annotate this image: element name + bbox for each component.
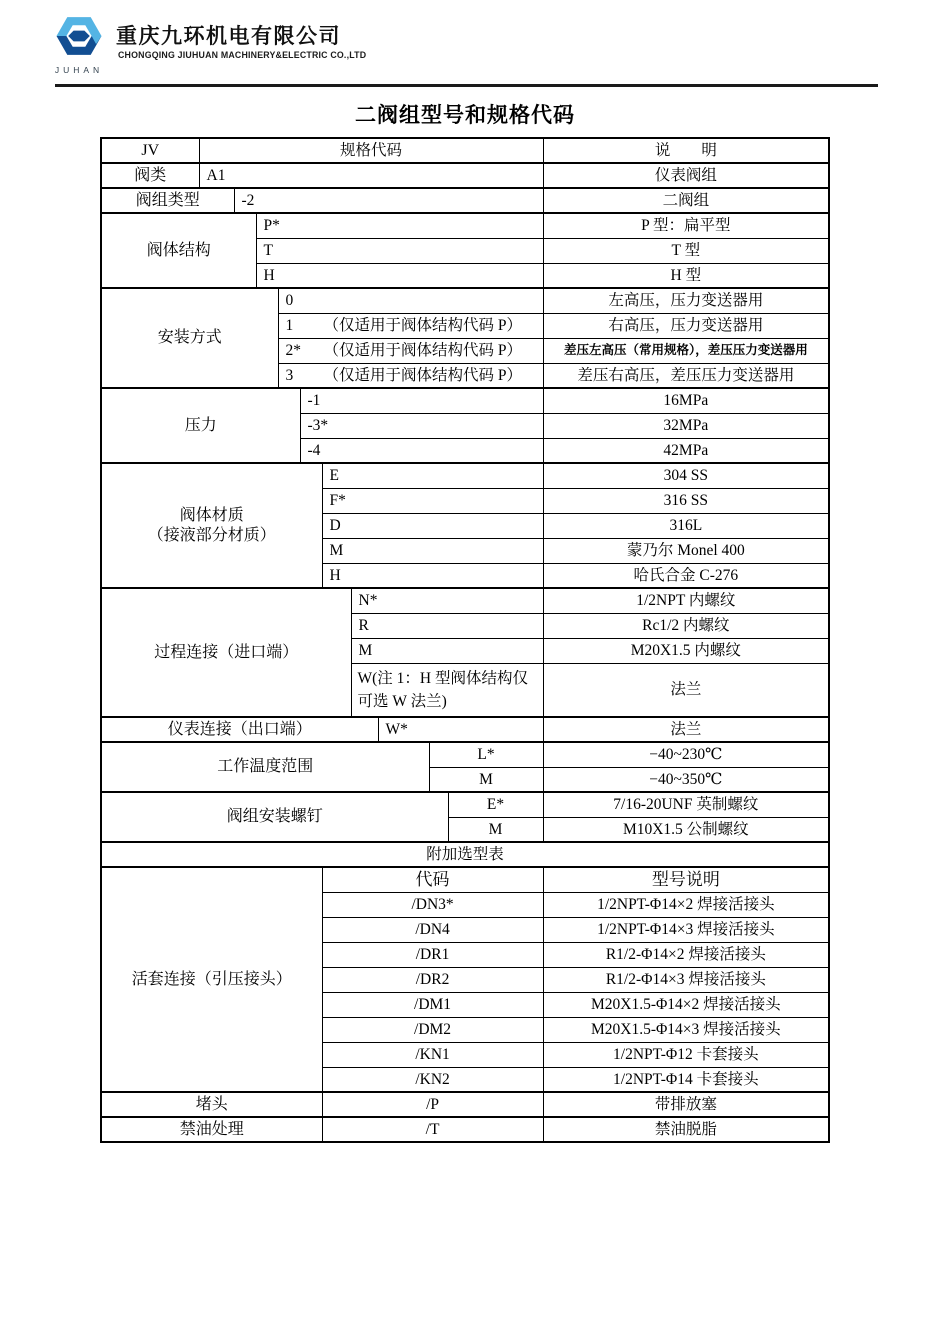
label-cell: 禁油处理: [101, 1117, 322, 1142]
desc-cell: 法兰: [543, 663, 829, 717]
row-process-connection: [101, 588, 829, 613]
code-cell: H: [322, 563, 543, 588]
label-cell: 活套连接（引压接头）: [101, 867, 322, 1092]
row-addon-title: [101, 842, 829, 867]
logo-icon: [52, 9, 106, 63]
company-name-en: CHONGQING JIUHUAN MACHINERY&ELECTRIC CO.,LTD: [118, 50, 367, 60]
code-cell: /T: [322, 1117, 543, 1142]
desc-cell: 哈氏合金 C-276: [543, 563, 829, 588]
desc-cell: R1/2-Φ14×2 焊接活接头: [543, 942, 829, 967]
code-header-cell: 代码: [322, 867, 543, 892]
code-cell: W(注 1：H 型阀体结构仅可选 W 法兰): [351, 663, 543, 717]
code-cell: /DM1: [322, 992, 543, 1017]
code-cell: /DM2: [322, 1017, 543, 1042]
row-mounting-screw: [101, 792, 829, 817]
header-desc-col: 说 明: [543, 138, 829, 163]
desc-cell: 32MPa: [543, 413, 829, 438]
code-cell: 1 （仅适用于阀体结构代码 P）: [278, 313, 543, 338]
code-cell: /P: [322, 1092, 543, 1117]
label-cell: 压力: [101, 388, 300, 463]
label-cell: 阀组类型: [101, 188, 234, 213]
desc-cell: 304 SS: [543, 463, 829, 488]
code-cell: -2: [234, 188, 543, 213]
code-cell: T: [256, 238, 543, 263]
header-divider: [55, 84, 878, 87]
desc-cell: 1/2NPT 内螺纹: [543, 588, 829, 613]
row-instrument-connection: [101, 717, 829, 742]
code-cell: /KN2: [322, 1067, 543, 1092]
desc-cell: 禁油脱脂: [543, 1117, 829, 1142]
company-logo: [50, 9, 108, 75]
desc-cell: 16MPa: [543, 388, 829, 413]
table-header-row: [101, 138, 829, 163]
row-group-type: [101, 188, 829, 213]
desc-cell: 1/2NPT-Φ14 卡套接头: [543, 1067, 829, 1092]
row-pressure: [101, 388, 829, 413]
label-cell: 阀类: [101, 163, 199, 188]
code-cell: M: [448, 817, 543, 842]
code-cell: -1: [300, 388, 543, 413]
code-cell: -4: [300, 438, 543, 463]
page-title: 二阀组型号和规格代码: [355, 103, 575, 127]
desc-cell: 二阀组: [543, 188, 829, 213]
desc-cell: 1/2NPT-Φ14×2 焊接活接头: [543, 892, 829, 917]
label-cell: 阀体材质 （接液部分材质）: [101, 463, 322, 588]
row-plug: [101, 1092, 829, 1117]
code-cell: /DR2: [322, 967, 543, 992]
code-cell: D: [322, 513, 543, 538]
desc-cell: 差压左高压（常用规格），差压压力变送器用: [543, 338, 829, 363]
code-cell: /DR1: [322, 942, 543, 967]
desc-cell: M10X1.5 公制螺纹: [543, 817, 829, 842]
code-cell: M: [351, 638, 543, 663]
desc-cell: 右高压，压力变送器用: [543, 313, 829, 338]
row-material: [101, 463, 829, 488]
code-cell: /DN4: [322, 917, 543, 942]
row-union-connection-header: [101, 867, 829, 892]
desc-cell: Rc1/2 内螺纹: [543, 613, 829, 638]
spec-table: [100, 137, 830, 1143]
desc-cell: −40~350℃: [543, 767, 829, 792]
row-valve-class: [101, 163, 829, 188]
code-cell: -3*: [300, 413, 543, 438]
desc-cell: −40~230℃: [543, 742, 829, 767]
header-model-prefix: JV: [101, 138, 199, 163]
code-cell: E*: [448, 792, 543, 817]
code-cell: N*: [351, 588, 543, 613]
desc-cell: 差压右高压，差压压力变送器用: [543, 363, 829, 388]
desc-cell: 1/2NPT-Φ12 卡套接头: [543, 1042, 829, 1067]
code-cell: L*: [429, 742, 543, 767]
desc-cell: 蒙乃尔 Monel 400: [543, 538, 829, 563]
code-cell: /KN1: [322, 1042, 543, 1067]
desc-cell: 7/16-20UNF 英制螺纹: [543, 792, 829, 817]
desc-cell: M20X1.5-Φ14×2 焊接活接头: [543, 992, 829, 1017]
desc-cell: R1/2-Φ14×3 焊接活接头: [543, 967, 829, 992]
addon-title-cell: 附加选型表: [101, 842, 829, 867]
code-cell: R: [351, 613, 543, 638]
label-cell: 过程连接（进口端）: [101, 588, 351, 717]
code-cell: E: [322, 463, 543, 488]
code-cell: M: [429, 767, 543, 792]
label-cell: 工作温度范围: [101, 742, 429, 792]
code-cell: P*: [256, 213, 543, 238]
code-cell: 3 （仅适用于阀体结构代码 P）: [278, 363, 543, 388]
desc-cell: P 型：扁平型: [543, 213, 829, 238]
code-cell: H: [256, 263, 543, 288]
logo-text: JUHAN: [54, 65, 104, 75]
desc-header-cell: 型号说明: [543, 867, 829, 892]
row-body-structure: [101, 213, 829, 238]
desc-cell: 带排放塞: [543, 1092, 829, 1117]
desc-cell: 316 SS: [543, 488, 829, 513]
label-cell: 堵头: [101, 1092, 322, 1117]
label-cell: 阀组安装螺钉: [101, 792, 448, 842]
desc-cell: 316L: [543, 513, 829, 538]
code-cell: F*: [322, 488, 543, 513]
desc-cell: M20X1.5-Φ14×3 焊接活接头: [543, 1017, 829, 1042]
label-cell: 阀体结构: [101, 213, 256, 288]
code-cell: 2* （仅适用于阀体结构代码 P）: [278, 338, 543, 363]
row-mounting: [101, 288, 829, 313]
header-spec-col: 规格代码: [199, 138, 543, 163]
desc-cell: M20X1.5 内螺纹: [543, 638, 829, 663]
code-cell: W*: [378, 717, 543, 742]
desc-cell: 法兰: [543, 717, 829, 742]
code-cell: /DN3*: [322, 892, 543, 917]
company-name-cn: 重庆九环机电有限公司: [116, 24, 341, 48]
desc-cell: 左高压，压力变送器用: [543, 288, 829, 313]
label-cell: 仪表连接（出口端）: [101, 717, 378, 742]
desc-cell: 仪表阀组: [543, 163, 829, 188]
desc-cell: 1/2NPT-Φ14×3 焊接活接头: [543, 917, 829, 942]
row-oil-free: [101, 1117, 829, 1142]
code-cell: M: [322, 538, 543, 563]
desc-cell: 42MPa: [543, 438, 829, 463]
desc-cell: H 型: [543, 263, 829, 288]
code-cell: 0: [278, 288, 543, 313]
label-cell: 安装方式: [101, 288, 278, 388]
row-temperature-range: [101, 742, 829, 767]
code-cell: A1: [199, 163, 543, 188]
desc-cell: T 型: [543, 238, 829, 263]
